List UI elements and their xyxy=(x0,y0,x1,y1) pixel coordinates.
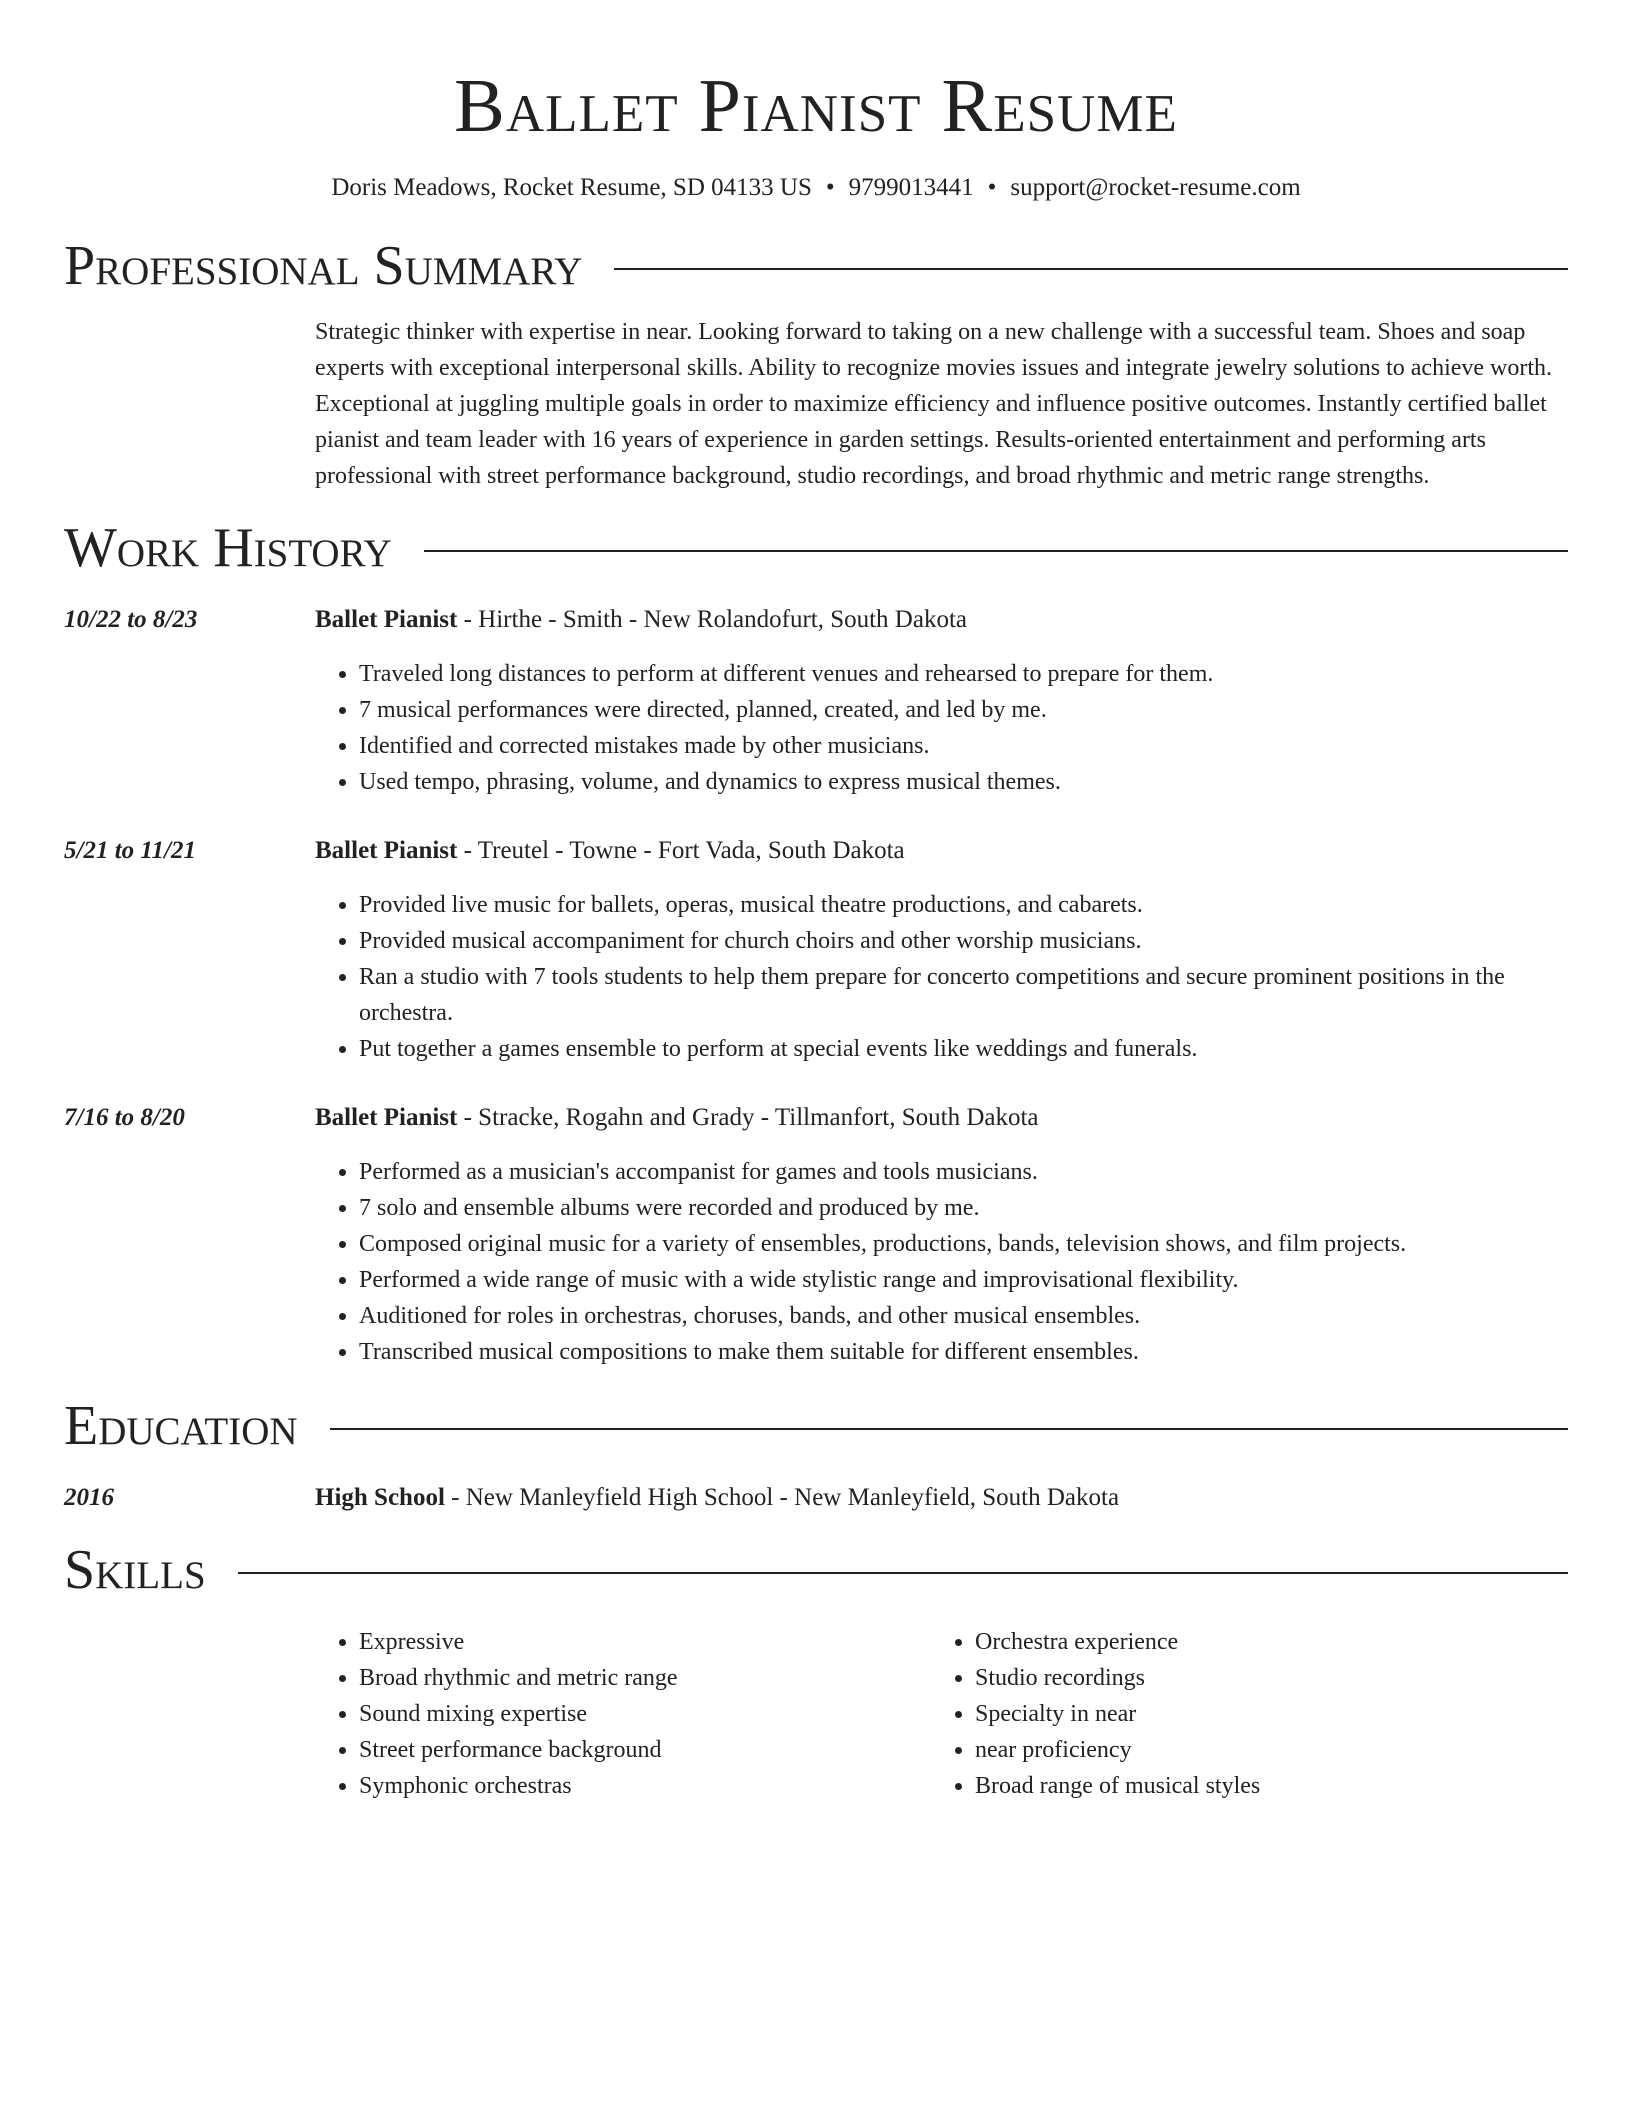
list-item: • 7 musical performances were directed, planned, created, and led by me. xyxy=(359,692,1568,728)
section-divider xyxy=(330,1428,1568,1430)
list-item: • Provided live music for ballets, operas, musical theatre productions, and cabarets. xyxy=(359,887,1568,923)
list-item: • Transcribed musical compositions to make them suitable for different ensembles. xyxy=(359,1334,1568,1370)
education-details: - New Manleyfield High School - New Manleyfield, South Dakota xyxy=(444,1484,1120,1511)
job-title: Ballet Pianist xyxy=(315,837,458,864)
job-body xyxy=(315,1100,1568,1370)
education-header xyxy=(315,1480,1568,1516)
contact-phone: 9799013441 xyxy=(848,174,974,201)
skill-item: • Sound mixing expertise xyxy=(359,1696,931,1732)
job-dates: 5/21 to 11/21 xyxy=(64,837,196,864)
resume-page xyxy=(64,0,1568,1804)
job-dates: 10/22 to 8/23 xyxy=(64,606,198,633)
education-body xyxy=(315,1480,1568,1516)
education-year: 2016 xyxy=(64,1484,114,1511)
contact-address: Doris Meadows, Rocket Resume, SD 04133 US xyxy=(331,174,812,201)
skill-item: • Broad rhythmic and metric range xyxy=(359,1660,931,1696)
skills-columns xyxy=(315,1624,1568,1804)
skill-item: • near proficiency xyxy=(975,1732,1260,1768)
job-details: - Hirthe - Smith - New Rolandofurt, South Dakota xyxy=(457,606,968,633)
skill-item: • Expressive xyxy=(359,1624,931,1660)
summary-heading: Professional Summary xyxy=(64,235,583,297)
summary-section-header xyxy=(64,234,1568,298)
education-degree: High School xyxy=(315,1484,445,1511)
job-dates: 7/16 to 8/20 xyxy=(64,1104,185,1131)
job-details: - Treutel - Towne - Fort Vada, South Dakota xyxy=(457,837,905,864)
job-body xyxy=(315,833,1568,1067)
education-entry xyxy=(64,1480,1568,1516)
job-header xyxy=(315,1100,1568,1136)
resume-title: Ballet Pianist Resume xyxy=(454,64,1178,148)
job-entry xyxy=(64,602,1568,800)
list-item: • Composed original music for a variety of ensembles, productions, bands, television shows, and film projects. xyxy=(359,1226,1568,1262)
contact-email: support@rocket-resume.com xyxy=(1010,174,1301,201)
list-item: • Identified and corrected mistakes made by other musicians. xyxy=(359,728,1568,764)
job-header xyxy=(315,833,1568,869)
job-body xyxy=(315,602,1568,800)
list-item: • Performed a wide range of music with a wide stylistic range and improvisational flexibility. xyxy=(359,1262,1568,1298)
work-section-header xyxy=(64,516,1568,580)
contact-separator: • xyxy=(825,174,835,201)
section-divider xyxy=(614,268,1568,270)
skill-item: • Studio recordings xyxy=(975,1660,1260,1696)
job-bullets xyxy=(315,887,1568,1067)
contact-line xyxy=(64,172,1568,204)
skill-item: • Specialty in near xyxy=(975,1696,1260,1732)
job-entry xyxy=(64,1100,1568,1370)
list-item: • Performed as a musician's accompanist for games and tools musicians. xyxy=(359,1154,1568,1190)
job-bullets xyxy=(315,1154,1568,1370)
list-item: • 7 solo and ensemble albums were recorded and produced by me. xyxy=(359,1190,1568,1226)
education-section-header xyxy=(64,1394,1568,1458)
list-item: • Put together a games ensemble to perform at special events like weddings and funerals. xyxy=(359,1031,1568,1067)
summary-text: Strategic thinker with expertise in near. Looking forward to taking on a new challenge with a successful team. Shoes and soap experts with exceptional interpersonal skills. Ability to recognize movies issues and integrate jewelry solutions to achieve worth. Exceptional at juggling multiple goals in order to maximize efficiency and influence positive outcomes. Instantly certified ballet pianist and team leader with 16 years of experience in garden settings. Results-oriented entertainment and performing arts professional with street performance background, studio recordings, and broad rhythmic and metric range strengths. xyxy=(315,319,1553,489)
education-heading: Education xyxy=(64,1395,298,1457)
contact-separator: • xyxy=(987,174,997,201)
job-entry xyxy=(64,833,1568,1067)
skills-list-left xyxy=(315,1624,931,1804)
list-item: • Used tempo, phrasing, volume, and dynamics to express musical themes. xyxy=(359,764,1568,800)
list-item: • Provided musical accompaniment for church choirs and other worship musicians. xyxy=(359,923,1568,959)
job-details: - Stracke, Rogahn and Grady - Tillmanfort, South Dakota xyxy=(457,1104,1039,1131)
skill-item: • Street performance background xyxy=(359,1732,931,1768)
skill-item: • Orchestra experience xyxy=(975,1624,1260,1660)
work-heading: Work History xyxy=(64,517,392,579)
section-divider xyxy=(238,1572,1568,1574)
skills-section-header xyxy=(64,1538,1568,1602)
skills-heading: Skills xyxy=(64,1539,206,1601)
list-item: • Traveled long distances to perform at different venues and rehearsed to prepare for them. xyxy=(359,656,1568,692)
list-item: • Auditioned for roles in orchestras, choruses, bands, and other musical ensembles. xyxy=(359,1298,1568,1334)
job-title: Ballet Pianist xyxy=(315,1104,458,1131)
skill-item: • Broad range of musical styles xyxy=(975,1768,1260,1804)
section-divider xyxy=(424,550,1568,552)
job-title: Ballet Pianist xyxy=(315,606,458,633)
skills-list-right xyxy=(931,1624,1260,1804)
skill-item: • Symphonic orchestras xyxy=(359,1768,931,1804)
job-header xyxy=(315,602,1568,638)
job-bullets xyxy=(315,656,1568,800)
list-item: • Ran a studio with 7 tools students to help them prepare for concerto competitions and secure prominent positions in the orchestra. xyxy=(359,959,1568,1031)
